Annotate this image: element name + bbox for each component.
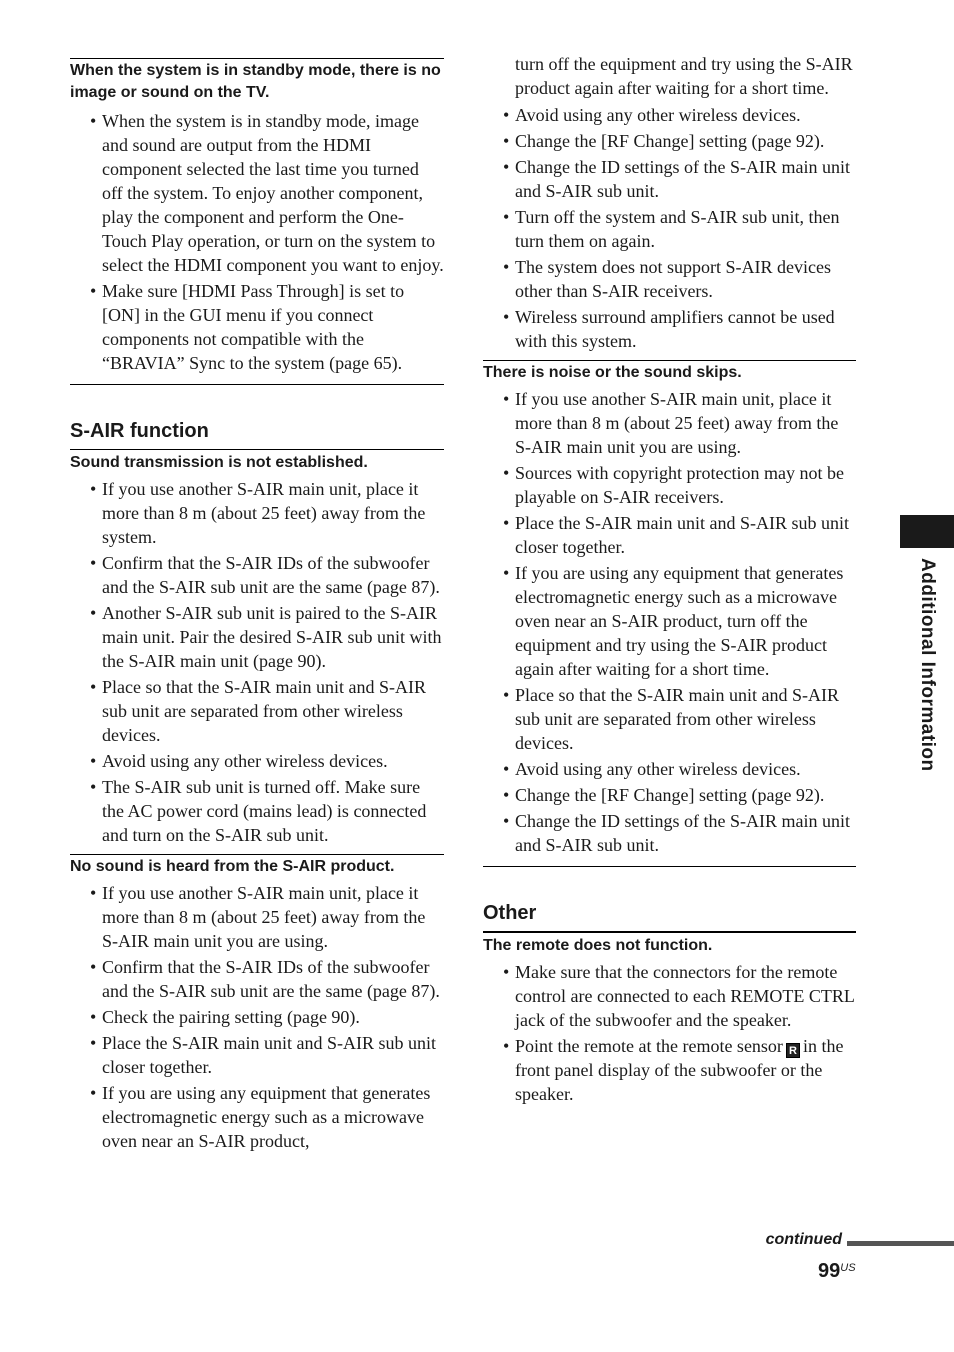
list-item: • Another S-AIR sub unit is paired to the S-AIR main unit. Pair the desired S-AIR sub unit with the S-AIR main unit (page 90). (70, 601, 444, 673)
list-item (483, 1034, 856, 1106)
list-item: • Confirm that the S-AIR IDs of the subwoofer and the S-AIR sub unit are the same (page 87). (70, 551, 444, 599)
sair-section-title: S-AIR function (70, 419, 444, 450)
section-tab-label: Additional Information (917, 558, 938, 772)
list-item: • If you use another S-AIR main unit, place it more than 8 m (about 25 feet) away from the S-AIR main unit you are using. (483, 387, 856, 459)
list-item: • Place the S-AIR main unit and S-AIR sub unit closer together. (483, 511, 856, 559)
list-item: • Avoid using any other wireless devices. (483, 757, 856, 781)
remote-sensor-icon: R (786, 1043, 800, 1058)
list-item: • Check the pairing setting (page 90). (70, 1005, 444, 1029)
continued-bar (847, 1241, 954, 1246)
page-number (818, 1260, 856, 1283)
continued-label: continued (765, 1231, 842, 1248)
list-item: • If you are using any equipment that generates electromagnetic energy such as a microwave oven near an S-AIR product, turn off the equipment and try using the S-AIR product again after waiting for a short time. (483, 561, 856, 681)
list-item: • Sources with copyright protection may not be playable on S-AIR receivers. (483, 461, 856, 509)
list-item: • Change the [RF Change] setting (page 92). (483, 783, 856, 807)
list-item: • Place the S-AIR main unit and S-AIR sub unit closer together. (70, 1031, 444, 1079)
continued-indicator (740, 1231, 954, 1253)
nosound-heading: No sound is heard from the S-AIR product. (70, 854, 444, 878)
other-section-title: Other (483, 901, 856, 933)
list-item: • If you are using any equipment that generates electromagnetic energy such as a microwave oven near an S-AIR product, (70, 1081, 444, 1153)
standby-heading: When the system is in standby mode, there is no image or sound on the TV. (70, 58, 444, 104)
list-item: • Change the ID settings of the S-AIR main unit and S-AIR sub unit. (483, 155, 856, 203)
list-item: • If you use another S-AIR main unit, place it more than 8 m (about 25 feet) away from the S-AIR main unit you are using. (70, 881, 444, 953)
list-item: • Change the ID settings of the S-AIR main unit and S-AIR sub unit. (483, 809, 856, 857)
left-column (70, 0, 444, 1155)
list-item: • Change the [RF Change] setting (page 92). (483, 129, 856, 153)
list-item: • Avoid using any other wireless devices. (70, 749, 444, 773)
list-item: • The S-AIR sub unit is turned off. Make sure the AC power cord (mains lead) is connected and turn on the S-AIR sub unit. (70, 775, 444, 847)
page-number-suffix: US (840, 1262, 856, 1274)
nosound-list-continued (483, 103, 856, 353)
noise-heading: There is noise or the sound skips. (483, 360, 856, 384)
transmission-list (70, 477, 444, 847)
list-item: • Make sure [HDMI Pass Through] is set to [ON] in the GUI menu if you connect components not compatible with the “BRAVIA” Sync to the system (page 65). (70, 279, 444, 375)
noise-list (483, 387, 856, 857)
transmission-heading: Sound transmission is not established. (70, 454, 368, 471)
right-column (483, 0, 856, 1108)
remote-item-text-after: in the front panel display of the subwoofer or the speaker. (515, 1036, 844, 1104)
section-tab-marker (900, 515, 954, 548)
remote-item-text-before: Point the remote at the remote sensor (515, 1036, 783, 1056)
continued-paragraph: turn off the equipment and try using the S-AIR product again after waiting for a short time. (515, 54, 853, 98)
list-item: • Avoid using any other wireless devices. (483, 103, 856, 127)
list-item: • The system does not support S-AIR devices other than S-AIR receivers. (483, 255, 856, 303)
list-item: • Place so that the S-AIR main unit and S-AIR sub unit are separated from other wireless devices. (483, 683, 856, 755)
list-item: • When the system is in standby mode, image and sound are output from the HDMI component selected the last time you turned off the system. To enjoy another component, play the component and perform the One-Touch Play operation, or turn on the system to select the HDMI component you want to enjoy. (70, 109, 444, 277)
remote-heading: The remote does not function. (483, 937, 713, 954)
list-item: • Turn off the system and S-AIR sub unit, then turn them on again. (483, 205, 856, 253)
standby-list (70, 109, 444, 375)
list-item: • Wireless surround amplifiers cannot be used with this system. (483, 305, 856, 353)
remote-list (483, 960, 856, 1106)
list-item: • Confirm that the S-AIR IDs of the subwoofer and the S-AIR sub unit are the same (page 87). (70, 955, 444, 1003)
nosound-list (70, 881, 444, 1153)
page-number-value: 99 (818, 1260, 841, 1282)
list-item: • If you use another S-AIR main unit, place it more than 8 m (about 25 feet) away from the system. (70, 477, 444, 549)
list-item: • Make sure that the connectors for the remote control are connected to each REMOTE CTRL jack of the subwoofer and the speaker. (483, 960, 856, 1032)
list-item: • Place so that the S-AIR main unit and S-AIR sub unit are separated from other wireless devices. (70, 675, 444, 747)
